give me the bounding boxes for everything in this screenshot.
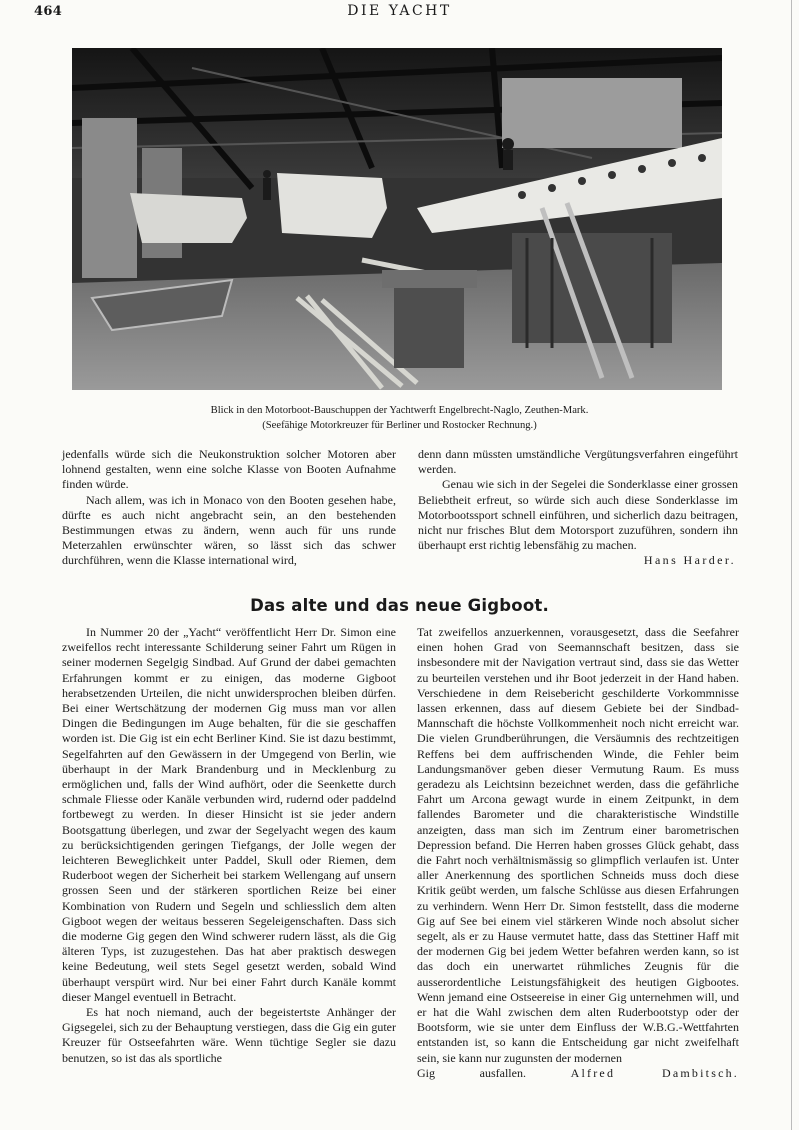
article-title: Das alte und das neue Gigboot. bbox=[250, 596, 549, 615]
paragraph: Es hat noch niemand, auch der begeistertste Anhänger der Gigsegelei, sich zu der Behauptung verstiegen, dass die Gig ein guter Kreuzer für Ostseefahrten wäre. Wenn tüchtige Segler sie dazu benutzen, so ist das als sportliche bbox=[62, 1005, 396, 1065]
paragraph: Tat zweifellos anzuerkennen, vorausgesetzt, dass die Seefahrer einen hohen Grad von Seemannschaft besitzen, dass sie insbesondere mit der Navigation vertraut sind, dass sie das Wetter zu beurteilen verstehen und ihr Boot jederzeit in der Hand haben. Verschiedene in dem Reisebericht geschilderte Vorkommnisse lassen erkennen, dass auf diesem Gebiete bei der Sindbad-Mannschaft die höchste Vollkommenheit noch nicht erreicht war. Die vielen Grundberührungen, die Versäumnis des rechtzeitigen Reffens bei dem auffrischenden Winde, die Fehler beim Landungsmanöver geben dieser Vermutung Raum. Es muss geradezu als Leichtsinn bezeichnet werden, dass die gefährliche Fahrt um Arcona gewagt wurde in einem Zeitpunkt, in dem fallendes Barometer und die charakteristische Windstille anzeigten, dass man sich im Zentrum einer barometrischen Depression befand. Die Herren haben grosses Glück gehabt, dass die Fahrt noch verhältnismässig so glimpflich verlaufen ist. Unter aller Anerkennung des sportlichen Schneids muss doch diese Kritik geübt werden, um falsche Schlüsse aus diesen Erfahrungen zu verhindern. Wenn Herr Dr. Simon feststellt, dass die moderne Gig auf See bei einem viel stärkeren Winde noch absolut sicher segelt, als er zu Hause vermutet hatte, dass das Stettiner Haff mit der modernen Gig bei jedem Wetter befahren werden kann, so ist das doch ein unerwartet rühmliches Zeugnis für die ausserordentliche Leistungsfähigkeit des heutigen Gigbootes. Wenn jemand eine Ostseereise in einer Gig unternehmen will, und er hat die Wahl zwischen dem alten Ruderbootstyp oder der Bootsform, wie sie unter dem Einfluss der W.B.G.-Wettfahrten entstanden ist, so kann die Entscheidung gar nicht zweifelhaft sein, sie kann nur zugunsten der modernen bbox=[417, 625, 739, 1065]
paragraph: Genau wie sich in der Segelei die Sonderklasse einer grossen Beliebtheit erfreut, so würde sich auch diese Sonderklasse im Motorbootssport schnell einführen, und sicherlich dazu beitragen, nicht nur frisches Blut dem Motorsport zuzuführen, sondern ihn überhaupt erst richtig lebensfähig zu machen. bbox=[418, 477, 738, 553]
scan-edge bbox=[791, 0, 792, 1130]
boat-shed-photo bbox=[72, 48, 722, 390]
closing-line bbox=[417, 1066, 739, 1081]
closing-text: Gig ausfallen. bbox=[417, 1065, 526, 1080]
page-number: 464 bbox=[34, 4, 63, 19]
author-signature: Hans Harder. bbox=[643, 553, 736, 568]
paragraph: denn dann müssten umständliche Vergütungsverfahren eingeführt werden. bbox=[418, 447, 738, 477]
upper-article-left-column bbox=[62, 447, 396, 569]
paragraph: In Nummer 20 der „Yacht“ veröffentlicht Herr Dr. Simon eine zweifellos recht interessante Schilderung seiner Fahrt um Rügen in seiner modernen Segelgig Sindbad. Auf Grund der dabei gemachten Erfahrungen kommt er zu einigen, das moderne Gigboot herabsetzenden Urteilen, die nicht unwidersprochen bleiben dürfen. Bei einer Wertschätzung der modernen Gig muss man vor allen Dingen die Bedingungen im Auge behalten, für die sie geschaffen worden ist. Die Gig ist ein echt Berliner Kind. Sie ist dazu bestimmt, Segelfahrten auf den Gewässern in der Umgegend von Berlin, wie überhaupt in der Mark Brandenburg und in Mecklenburg zu ermöglichen und, falls der Wind aufhört, oder die Seenkette durch schmale Fliesse oder Kanäle verbunden wird, rudernd oder paddelnd fortbewegt zu werden. In dieser Hinsicht ist sie jeder andern Bootsgattung überlegen, und zwar der Segelyacht wegen des kaum zu berücksichtigenden geringen Tiefgangs, der Jolle wegen der leichteren Beweglichkeit unter Paddel, Skull oder Riemen, dem Ruderboot wegen der Sicherheit bei starkem Wellengang auf unsern grossen Seen und der stärkeren sportlichen Reize bei einer Kombination von Rudern und Segeln und schliesslich dem alten Gigboot wegen der weitaus besseren Segeleigenschaften. Dass sich die moderne Gig gegen den Wind schwerer rudern lässt, als die Gig älteren Typs, ist zuzugestehen. Das hat aber praktisch deswegen keine Bedeutung, weil stets Segel gesetzt werden, sobald Wind überhaupt verspürt wird. Nur bei einer Fahrt durch Kanäle kommt dieser Mangel eventuell in Betracht. bbox=[62, 625, 396, 1004]
article-right-column bbox=[417, 625, 739, 1081]
article-left-column bbox=[62, 625, 396, 1066]
caption-line-2: (Seefähige Motorkreuzer für Berliner und Rostocker Rechnung.) bbox=[262, 420, 537, 431]
paragraph: jedenfalls würde sich die Neukonstruktion solcher Motoren aber lohnend gestalten, wenn eine solche Klasse von Booten Aufnahme finden würde. bbox=[62, 447, 396, 492]
running-head: DIE YACHT bbox=[347, 3, 452, 19]
figure-caption bbox=[60, 403, 739, 433]
caption-line-1: Blick in den Motorboot-Bauschuppen der Yachtwerft Engelbrecht-Naglo, Zeuthen-Mark. bbox=[210, 405, 589, 416]
boat-shed-photo-illustration bbox=[72, 48, 722, 390]
paragraph: Nach allem, was ich in Monaco von den Booten gesehen habe, dürfte es auch nicht angebracht sein, an den bestehenden Bestimmungen etwas zu ändern, wenn auch für uns runde Meterzahlen erwünschter wären, so lässt sich das schwer durchführen, wenn die Klasse international wird, bbox=[62, 492, 396, 568]
upper-article-right-column bbox=[418, 447, 738, 569]
author-signature: Alfred Dambitsch. bbox=[570, 1065, 739, 1080]
